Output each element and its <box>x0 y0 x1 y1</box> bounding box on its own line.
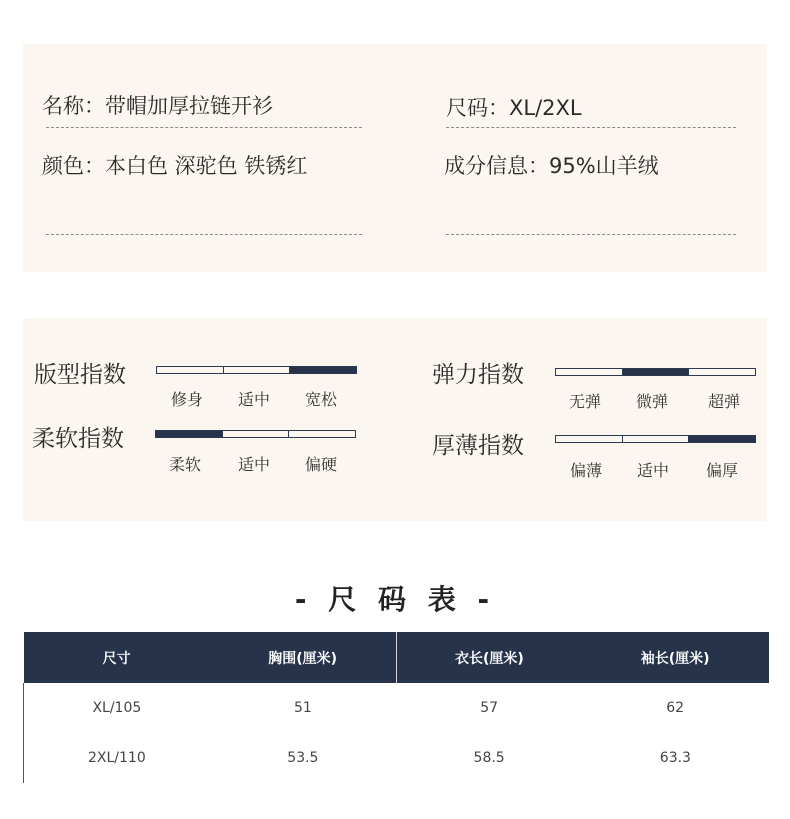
product-name: 名称：带帽加厚拉链开衫 <box>42 94 273 118</box>
size-table-title: - 尺 码 表 - <box>294 583 496 616</box>
table-header-cell: 袖长(厘米) <box>582 632 768 683</box>
elasticity-index-label: 微弹 <box>635 392 668 411</box>
bar-segment <box>689 436 755 442</box>
thickness-index-label: 适中 <box>636 461 669 480</box>
thickness-index-bar <box>555 435 756 443</box>
softness-index-label: 偏硬 <box>304 455 337 474</box>
bar-segment <box>157 367 224 373</box>
fit-index-title: 版型指数 <box>34 362 126 388</box>
table-cell: 53.5 <box>287 750 319 766</box>
thickness-index-title: 厚薄指数 <box>432 433 524 459</box>
thickness-index-label: 偏厚 <box>705 461 738 480</box>
table-header-cell: 衣长(厘米) <box>396 632 582 683</box>
bar-segment <box>623 369 690 375</box>
bar-segment <box>556 369 623 375</box>
softness-index-title: 柔软指数 <box>32 426 124 452</box>
table-cell: 51 <box>293 700 312 716</box>
elasticity-index-label: 无弹 <box>568 392 601 411</box>
table-cell: 63.3 <box>659 750 691 766</box>
table-header-row <box>24 632 769 683</box>
fit-index-label: 修身 <box>170 390 203 409</box>
divider <box>46 127 362 128</box>
fit-index-panel <box>23 318 767 521</box>
table-row <box>24 683 769 733</box>
bar-segment <box>290 367 356 373</box>
size-table <box>23 632 769 783</box>
bar-segment <box>556 436 623 442</box>
product-color: 颜色：本白色 深驼色 铁锈红 <box>42 154 308 178</box>
table-cell: 57 <box>480 700 499 716</box>
product-size: 尺码：XL/2XL <box>446 96 582 120</box>
softness-index-label: 适中 <box>237 455 270 474</box>
bar-segment <box>289 431 355 437</box>
bar-segment <box>689 369 755 375</box>
divider <box>46 234 362 235</box>
divider <box>446 234 736 235</box>
table-cell: XL/105 <box>24 683 210 733</box>
elasticity-index-title: 弹力指数 <box>432 362 524 388</box>
product-composition: 成分信息：95%山羊绒 <box>444 154 659 178</box>
elasticity-index-bar <box>555 368 756 376</box>
table-cell: 2XL/110 <box>24 733 210 783</box>
fit-index-label: 适中 <box>237 390 270 409</box>
divider <box>446 127 736 128</box>
table-header-cell: 胸围(厘米) <box>210 632 396 683</box>
bar-segment <box>224 367 291 373</box>
fit-index-bar <box>156 366 357 374</box>
softness-index-label: 柔软 <box>168 455 201 474</box>
table-cell: 62 <box>666 700 685 716</box>
thickness-index-label: 偏薄 <box>569 461 602 480</box>
table-cell: 58.5 <box>473 750 505 766</box>
fit-index-label: 宽松 <box>304 390 337 409</box>
table-header-cell: 尺寸 <box>24 632 210 683</box>
bar-segment <box>223 431 290 437</box>
softness-index-bar <box>155 430 356 438</box>
elasticity-index-label: 超弹 <box>707 392 740 411</box>
bar-segment <box>623 436 690 442</box>
bar-segment <box>156 431 223 437</box>
table-row <box>24 733 769 783</box>
